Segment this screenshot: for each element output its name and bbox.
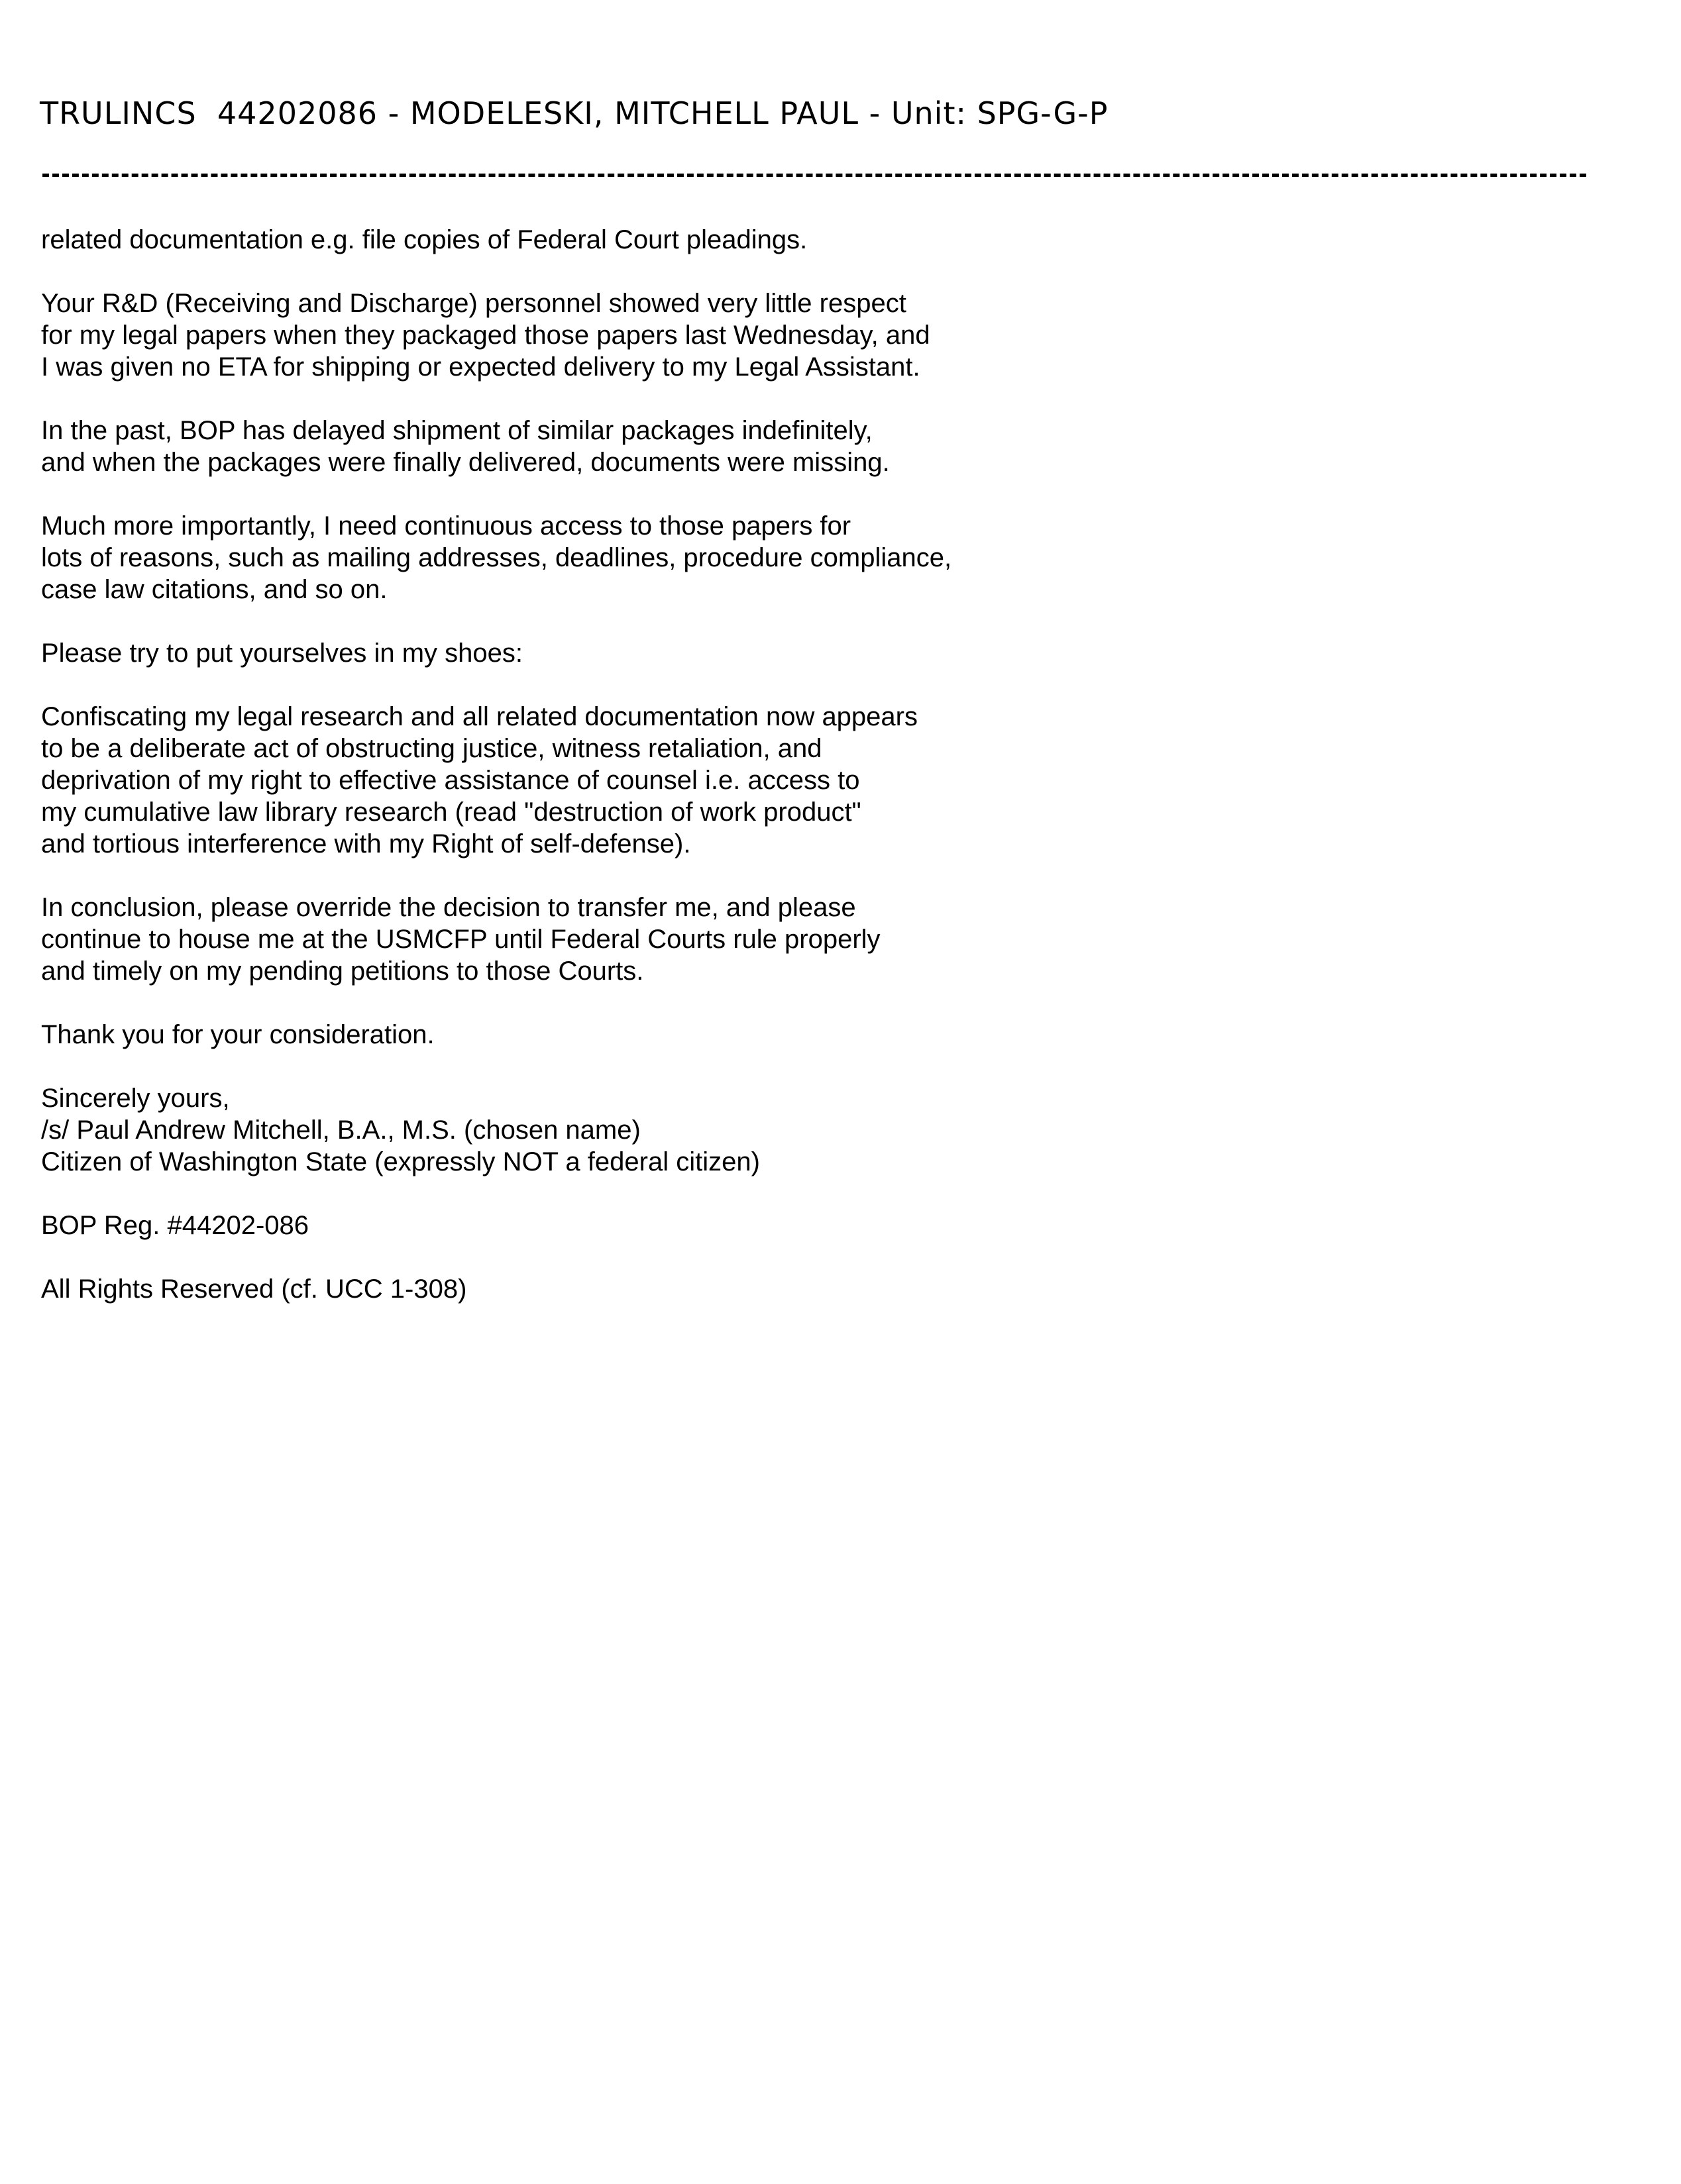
bop-registration [41,1210,1300,1241]
citizenship-line: Citizen of Washington State (expressly NOT a federal citizen) [41,1147,760,1176]
text-line: case law citations, and so on. [41,575,388,604]
text-line: and when the packages were finally delivered, documents were missing. [41,448,890,477]
text-line: Much more importantly, I need continuous access to those papers for [41,511,851,541]
text-line: All Rights Reserved (cf. UCC 1-308) [41,1274,467,1304]
text-line: for my legal papers when they packaged those papers last Wednesday, and [41,321,930,350]
signature-line: /s/ Paul Andrew Mitchell, B.A., M.S. (chosen name) [41,1116,641,1145]
paragraph-documentation [41,224,1300,256]
text-line: lots of reasons, such as mailing addresses, deadlines, procedure compliance, [41,543,952,572]
dashed-separator [42,174,1586,177]
text-line: Please try to put yourselves in my shoes: [41,639,523,668]
text-line: Your R&D (Receiving and Discharge) personnel showed very little respect [41,289,906,318]
rights-reserved [41,1273,1300,1305]
paragraph-past-delays [41,415,1300,478]
text-line: In the past, BOP has delayed shipment of similar packages indefinitely, [41,416,873,445]
text-line: BOP Reg. #44202-086 [41,1211,309,1240]
paragraph-continuous-access [41,510,1300,605]
text-line: my cumulative law library research (read "destruction of work product" [41,798,861,827]
signature-block [41,1082,1300,1178]
text-line: I was given no ETA for shipping or expected delivery to my Legal Assistant. [41,352,920,382]
text-line: In conclusion, please override the decision to transfer me, and please [41,893,856,922]
text-line: and timely on my pending petitions to those Courts. [41,957,644,986]
trulincs-header: TRULINCS 44202086 - MODELESKI, MITCHELL PAUL - Unit: SPG-G-P [40,95,1109,131]
text-line: deprivation of my right to effective assistance of counsel i.e. access to [41,766,860,795]
paragraph-shoes [41,637,1300,669]
text-line: continue to house me at the USMCFP until Federal Courts rule properly [41,925,881,954]
paragraph-conclusion [41,892,1300,987]
closing-line: Sincerely yours, [41,1084,230,1113]
text-line: and tortious interference with my Right of self-defense). [41,829,691,858]
text-line: Confiscating my legal research and all related documentation now appears [41,702,918,731]
paragraph-rd-personnel [41,287,1300,383]
text-line: related documentation e.g. file copies of Federal Court pleadings. [41,225,808,254]
paragraph-confiscating [41,701,1300,860]
text-line: Thank you for your consideration. [41,1020,435,1049]
paragraph-thanks [41,1019,1300,1051]
letter-body [41,224,1300,1337]
text-line: to be a deliberate act of obstructing justice, witness retaliation, and [41,734,822,763]
